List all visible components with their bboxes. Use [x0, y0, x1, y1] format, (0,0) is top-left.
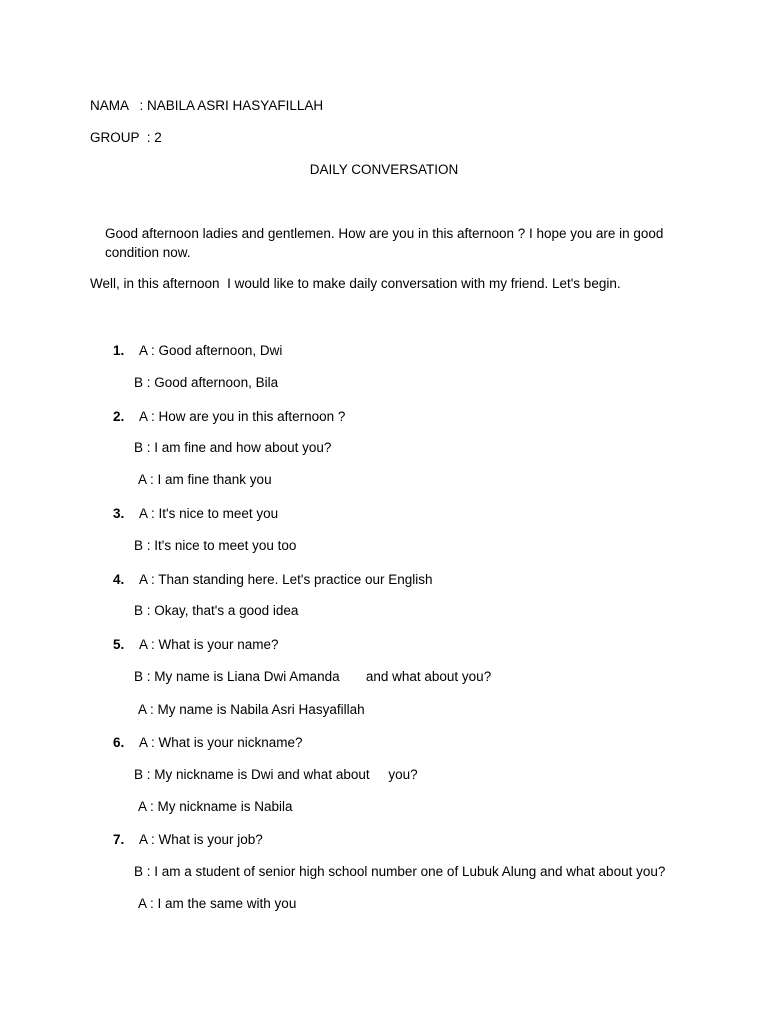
dialogue-line: A : My name is Nabila Asri Hasyafillah — [138, 702, 365, 717]
intro-paragraph-2: Well, in this afternoon I would like to make daily conversation with my friend. Let's begin. — [90, 276, 621, 291]
student-name-line: NAMA : NABILA ASRI HASYAFILLAH — [90, 98, 324, 113]
dialogue-line: A : Good afternoon, Dwi — [139, 343, 283, 358]
item-number: 7. — [113, 832, 125, 847]
dialogue-line: A : I am the same with you — [138, 896, 297, 911]
item-number: 6. — [113, 735, 125, 750]
dialogue-line: A : What is your nickname? — [139, 735, 303, 750]
intro-paragraph-1: Good afternoon ladies and gentlemen. How are you in this afternoon ? I hope you are in good condition now. — [105, 226, 664, 260]
dialogue-line: B : I am a student of senior high school number one of Lubuk Alung and what about you? — [134, 864, 666, 879]
dialogue-line: A : My nickname is Nabila — [138, 799, 293, 814]
dialogue-line: B : Okay, that's a good idea — [134, 603, 299, 618]
item-number: 3. — [113, 506, 125, 521]
group-line: GROUP : 2 — [90, 130, 162, 145]
dialogue-line: B : It's nice to meet you too — [134, 538, 297, 553]
item-number: 1. — [113, 343, 125, 358]
document-title: DAILY CONVERSATION — [309, 162, 459, 177]
dialogue-line: B : Good afternoon, Bila — [134, 375, 279, 390]
item-number: 4. — [113, 572, 125, 587]
dialogue-line: B : I am fine and how about you? — [134, 440, 332, 455]
dialogue-line: A : It's nice to meet you — [139, 506, 279, 521]
dialogue-line: B : My nickname is Dwi and what about you? — [134, 767, 418, 782]
item-number: 5. — [113, 637, 125, 652]
dialogue-line: A : What is your job? — [139, 832, 263, 847]
dialogue-line: A : Than standing here. Let's practice our English — [139, 572, 433, 587]
item-number: 2. — [113, 409, 125, 424]
dialogue-line: B : My name is Liana Dwi Amanda and what about you? — [134, 669, 492, 684]
dialogue-line: A : I am fine thank you — [138, 472, 272, 487]
dialogue-line: A : What is your name? — [139, 637, 279, 652]
dialogue-line: A : How are you in this afternoon ? — [139, 409, 346, 424]
